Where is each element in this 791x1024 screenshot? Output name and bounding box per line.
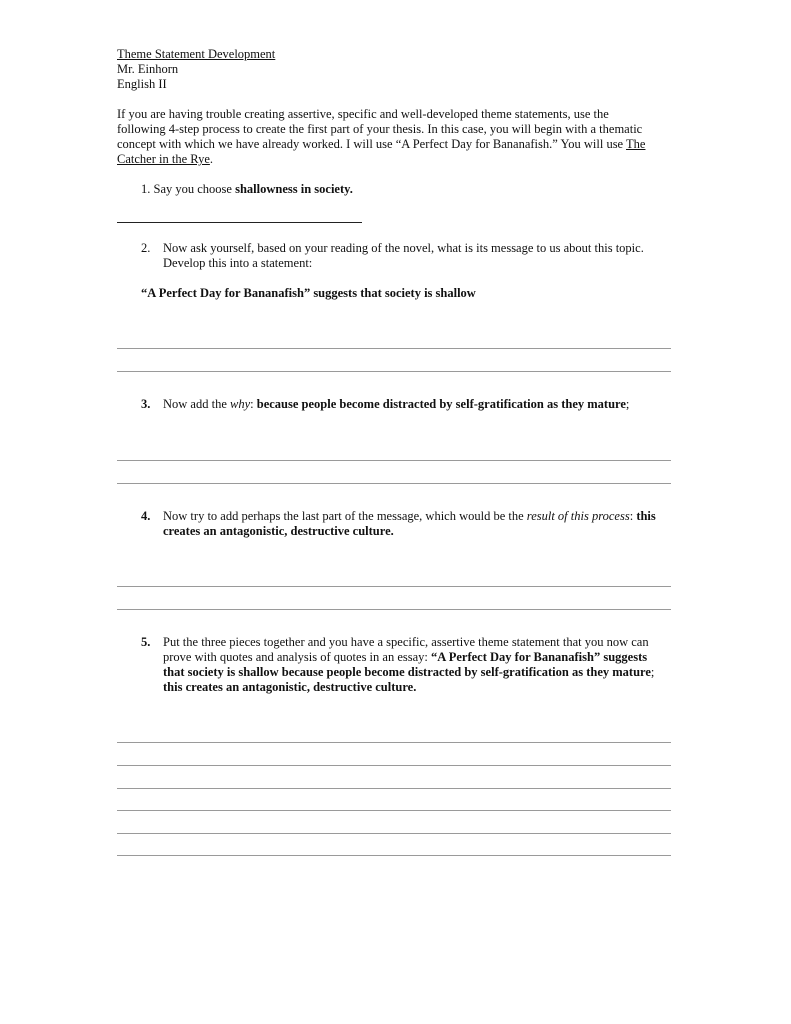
intro-line-3-text: concept with which we have already worked. I will use “A Perfect Day for Bananafish.” You will use (117, 137, 627, 151)
step-4-answer-line[interactable] (117, 586, 671, 587)
step-5-line-2 (163, 650, 647, 665)
page-title: Theme Statement Development (117, 47, 276, 61)
step-5-line-3 (163, 665, 654, 680)
step-3-number: 3. (141, 397, 151, 411)
step-3-answer-line[interactable] (117, 460, 671, 461)
step-5-line-1: Put the three pieces together and you have a specific, assertive theme statement that you now can (163, 635, 649, 649)
step-4-bold-a: this (636, 509, 656, 523)
step-4-line-1 (163, 509, 656, 524)
step-5-answer-line[interactable] (117, 765, 671, 766)
step-4-answer-line[interactable] (117, 609, 671, 610)
intro-line-2: following 4-step process to create the first part of your thesis. In this case, you will begin with a thematic (117, 122, 643, 136)
step-3-text-a: Now add the (163, 397, 230, 411)
novel-title-part-2: Catcher in the Rye (117, 152, 210, 166)
step-5-answer-line[interactable] (117, 788, 671, 789)
step-5-answer-line[interactable] (117, 855, 671, 856)
step-3-reason: because people become distracted by self-gratification as they mature (256, 397, 626, 411)
step-5-line-2-text: prove with quotes and analysis of quotes in an essay: (163, 650, 432, 664)
step-5-line-3-bold: that society is shallow because people become distracted by self-gratification as they mature (163, 665, 651, 679)
step-1-topic: shallowness in society. (235, 182, 353, 196)
step-4-result: result of this process (526, 509, 630, 523)
step-3-why: why (230, 397, 251, 411)
step-3-answer-line[interactable] (117, 483, 671, 484)
course-name: English II (117, 77, 167, 91)
step-2-answer-line[interactable] (117, 348, 671, 349)
step-5-line-2-bold: “A Perfect Day for Bananafish” suggests (431, 650, 648, 664)
teacher-name: Mr. Einhorn (117, 62, 179, 76)
intro-line-1: If you are having trouble creating assertive, specific and well-developed theme statements, use the (117, 107, 609, 121)
intro-line-4 (117, 152, 213, 167)
step-2-number: 2. (141, 241, 151, 255)
step-5-answer-line[interactable] (117, 810, 671, 811)
step-5-line-3-semicolon: ; (650, 665, 655, 679)
novel-title-part-1: The (626, 137, 646, 151)
step-5-answer-line[interactable] (117, 742, 671, 743)
step-4-number: 4. (141, 509, 151, 523)
step-3-text-b: : (250, 397, 257, 411)
step-2-example: “A Perfect Day for Bananafish” suggests that society is shallow (141, 286, 476, 300)
step-5-line-4: this creates an antagonistic, destructive culture. (163, 680, 417, 694)
step-5-answer-line[interactable] (117, 833, 671, 834)
step-1 (141, 182, 353, 197)
step-2-answer-line[interactable] (117, 371, 671, 372)
step-1-text: 1. Say you choose (141, 182, 236, 196)
step-1-answer-line[interactable] (117, 222, 362, 223)
step-4-line-2: creates an antagonistic, destructive culture. (163, 524, 394, 538)
intro-period: . (209, 152, 213, 166)
step-5-number: 5. (141, 635, 151, 649)
step-4-text-b: : (629, 509, 637, 523)
step-2-line-2: Develop this into a statement: (163, 256, 313, 270)
step-3-text-c: ; (625, 397, 630, 411)
step-3-text (163, 397, 629, 412)
step-2-line-1: Now ask yourself, based on your reading of the novel, what is its message to us about this topic. (163, 241, 644, 255)
intro-line-3 (117, 137, 645, 152)
step-4-text-a: Now try to add perhaps the last part of the message, which would be the (163, 509, 527, 523)
